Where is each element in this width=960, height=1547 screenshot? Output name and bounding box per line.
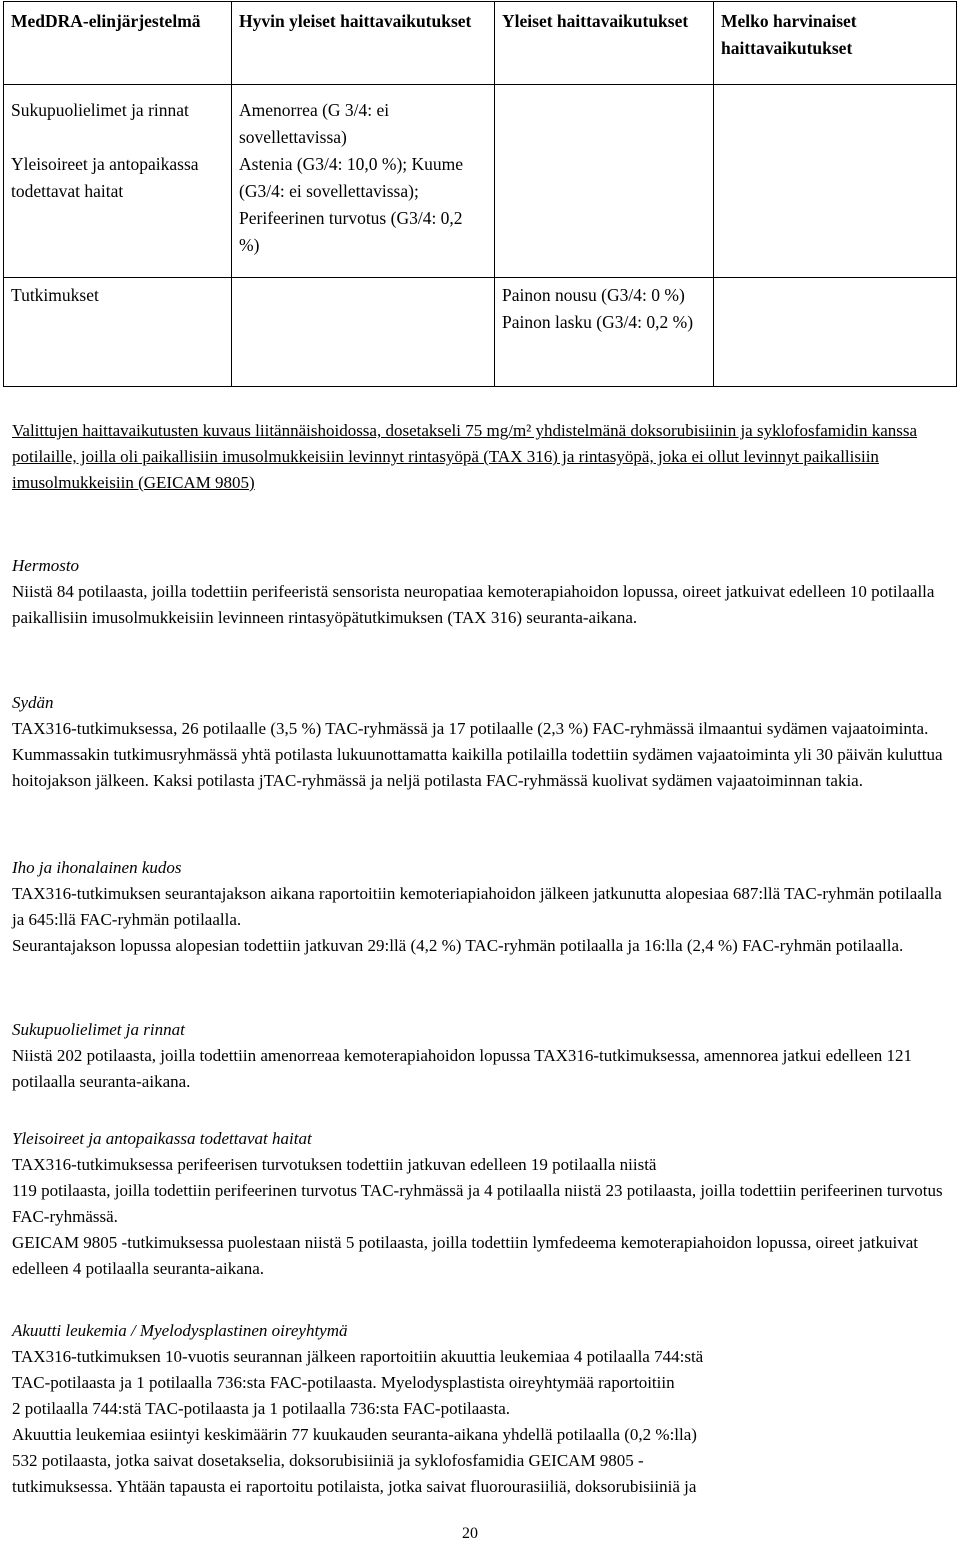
cell-common-line2: Painon lasku (G3/4: 0,2 %)	[502, 312, 694, 332]
section-heading: Sydän	[12, 693, 54, 712]
section-heading: Iho ja ihonalainen kudos	[12, 858, 182, 877]
cell-very-common	[232, 278, 495, 387]
section-hermosto	[12, 553, 947, 631]
cell-common	[495, 85, 714, 152]
section-heading: Akuutti leukemia / Myelodysplastinen oireyhtymä	[12, 1321, 348, 1340]
cell-common-line1: Painon nousu (G3/4: 0 %)	[502, 285, 685, 305]
section-paragraph-line: tutkimuksessa. Yhtään tapausta ei raportoitu potilaista, jotka saivat fluorourasiiliä, doksorubisiiniä ja	[12, 1477, 697, 1496]
section-paragraph: Seurantajakson lopussa alopesian todettiin jatkuvan 29:llä (4,2 %) TAC-ryhmän potilaalla ja 16:lla (2,4 %) FAC-ryhmän potilaalla.	[12, 936, 904, 955]
cell-common	[495, 151, 714, 278]
cell-very-common: Amenorrea (G 3/4: ei sovellettavissa)	[232, 85, 495, 152]
cell-very-common: Astenia (G3/4: 10,0 %); Kuume (G3/4: ei sovellettavissa); Perifeerinen turvotus (G3/4: 0,2 %)	[232, 151, 495, 278]
cell-uncommon	[714, 85, 957, 152]
section-paragraph: Niistä 202 potilaasta, joilla todettiin amenorreaa kemoterapiahoidon lopussa TAX316-tutkimuksessa, amennorea jatkui edelleen 121 potilaalla seuranta-aikana.	[12, 1046, 913, 1091]
description-title: Valittujen haittavaikutusten kuvaus liitännäishoidossa, dosetakseli 75 mg/m² yhdistelmänä doksorubisiinin ja syklofosfamidin kanssa potilaille, joilla oli paikallisiin imusolmukkeisiin levinnyt rintasyöpä (TAX 316) ja rintasyöpä, joka ei ollut levinnyt paikallisiin imusolmukkeisiin (GEICAM 9805)	[12, 421, 918, 492]
section-iho	[12, 855, 947, 959]
section-yleisoireet	[12, 1126, 947, 1282]
table-row	[4, 85, 957, 152]
section-heading: Hermosto	[12, 556, 80, 575]
page-number: 20	[462, 1525, 478, 1542]
section-leukemia	[12, 1318, 947, 1500]
cell-uncommon	[714, 278, 957, 387]
cell-common	[495, 278, 714, 387]
cell-organ: Sukupuolielimet ja rinnat	[4, 85, 232, 152]
header-common: Yleiset haittavaikutukset	[495, 2, 714, 85]
section-paragraph: TAX316-tutkimuksen seurantajakson aikana raportoitiin kemoteriapiahoidon jälkeen jatkunutta alopesiaa 687:llä TAC-ryhmän potilaalla ja 645:llä FAC-ryhmän potilaalla.	[12, 884, 942, 929]
table-row	[4, 151, 957, 278]
header-uncommon: Melko harvinaiset haittavaikutukset	[714, 2, 957, 85]
section-paragraph: TAX316-tutkimuksessa, 26 potilaalle (3,5 %) TAC-ryhmässä ja 17 potilaalle (2,3 %) FAC-ryhmässä ilmaantui sydämen vajaatoiminta. Kummassakin tutkimusryhmässä yhtä potilasta lukuunottamatta kaikilla potilailla todettiin sydämen vajaatoiminta yli 30 päivän kuluttua hoitojakson jälkeen. Kaksi potilasta jTAC-ryhmässä ja neljä potilasta FAC-ryhmässä kuolivat sydämen vajaatoiminnan takia.	[12, 719, 943, 790]
cell-organ: Yleisoireet ja antopaikassa todettavat haitat	[4, 151, 232, 278]
section-paragraph-line: TAC-potilaasta ja 1 potilaalla 736:sta FAC-potilaasta. Myelodysplastista oireyhtymää raportoitiin	[12, 1373, 675, 1392]
side-effects-table	[3, 1, 957, 387]
cell-organ: Tutkimukset	[4, 278, 232, 387]
section-heading: Yleisoireet ja antopaikassa todettavat haitat	[12, 1129, 312, 1148]
section-paragraph: Niistä 84 potilaasta, joilla todettiin perifeeristä sensorista neuropatiaa kemoterapiahoidon lopussa, oireet jatkuivat edelleen 10 potilaalla paikallisiin imusolmukkeisiin levinneen rintasyöpätutkimuksen (TAX 316) seuranta-aikana.	[12, 582, 935, 627]
table-header-row	[4, 2, 957, 85]
section-paragraph-line: TAX316-tutkimuksessa perifeerisen turvotuksen todettiin jatkuvan edelleen 19 potilaalla niistä	[12, 1155, 657, 1174]
cell-uncommon	[714, 151, 957, 278]
section-paragraph: GEICAM 9805 -tutkimuksessa puolestaan niistä 5 potilaasta, joilla todettiin lymfedeema kemoterapiahoidon lopussa, oireet jatkuivat edelleen 4 potilaalla seuranta-aikana.	[12, 1233, 918, 1278]
section-sydan	[12, 690, 947, 794]
section-paragraph-line: 532 potilaasta, jotka saivat dosetakselia, doksorubisiiniä ja syklofosfamidia GEICAM 9805 -	[12, 1451, 644, 1470]
section-paragraph-line: TAX316-tutkimuksen 10-vuotis seurannan jälkeen raportoitiin akuuttia leukemiaa 4 potilaalla 744:stä	[12, 1347, 704, 1366]
section-heading: Sukupuolielimet ja rinnat	[12, 1020, 185, 1039]
section-sukupuolielimet	[12, 1017, 947, 1095]
section-paragraph: 119 potilaasta, joilla todettiin perifeerinen turvotus TAC-ryhmässä ja 4 potilaalla niistä 23 potilaasta, joilla todettiin perifeerinen turvotus FAC-ryhmässä.	[12, 1181, 943, 1226]
section-paragraph-line: Akuuttia leukemiaa esiintyi keskimäärin 77 kuukauden seuranta-aikana yhdellä potilaalla (0,2 %:lla)	[12, 1425, 697, 1444]
header-organ-class: MedDRA-elinjärjestelmä	[4, 2, 232, 85]
table-row	[4, 278, 957, 387]
section-paragraph-line: 2 potilaalla 744:stä TAC-potilaasta ja 1 potilaalla 736:sta FAC-potilaasta.	[12, 1399, 510, 1418]
header-very-common: Hyvin yleiset haittavaikutukset	[232, 2, 495, 85]
